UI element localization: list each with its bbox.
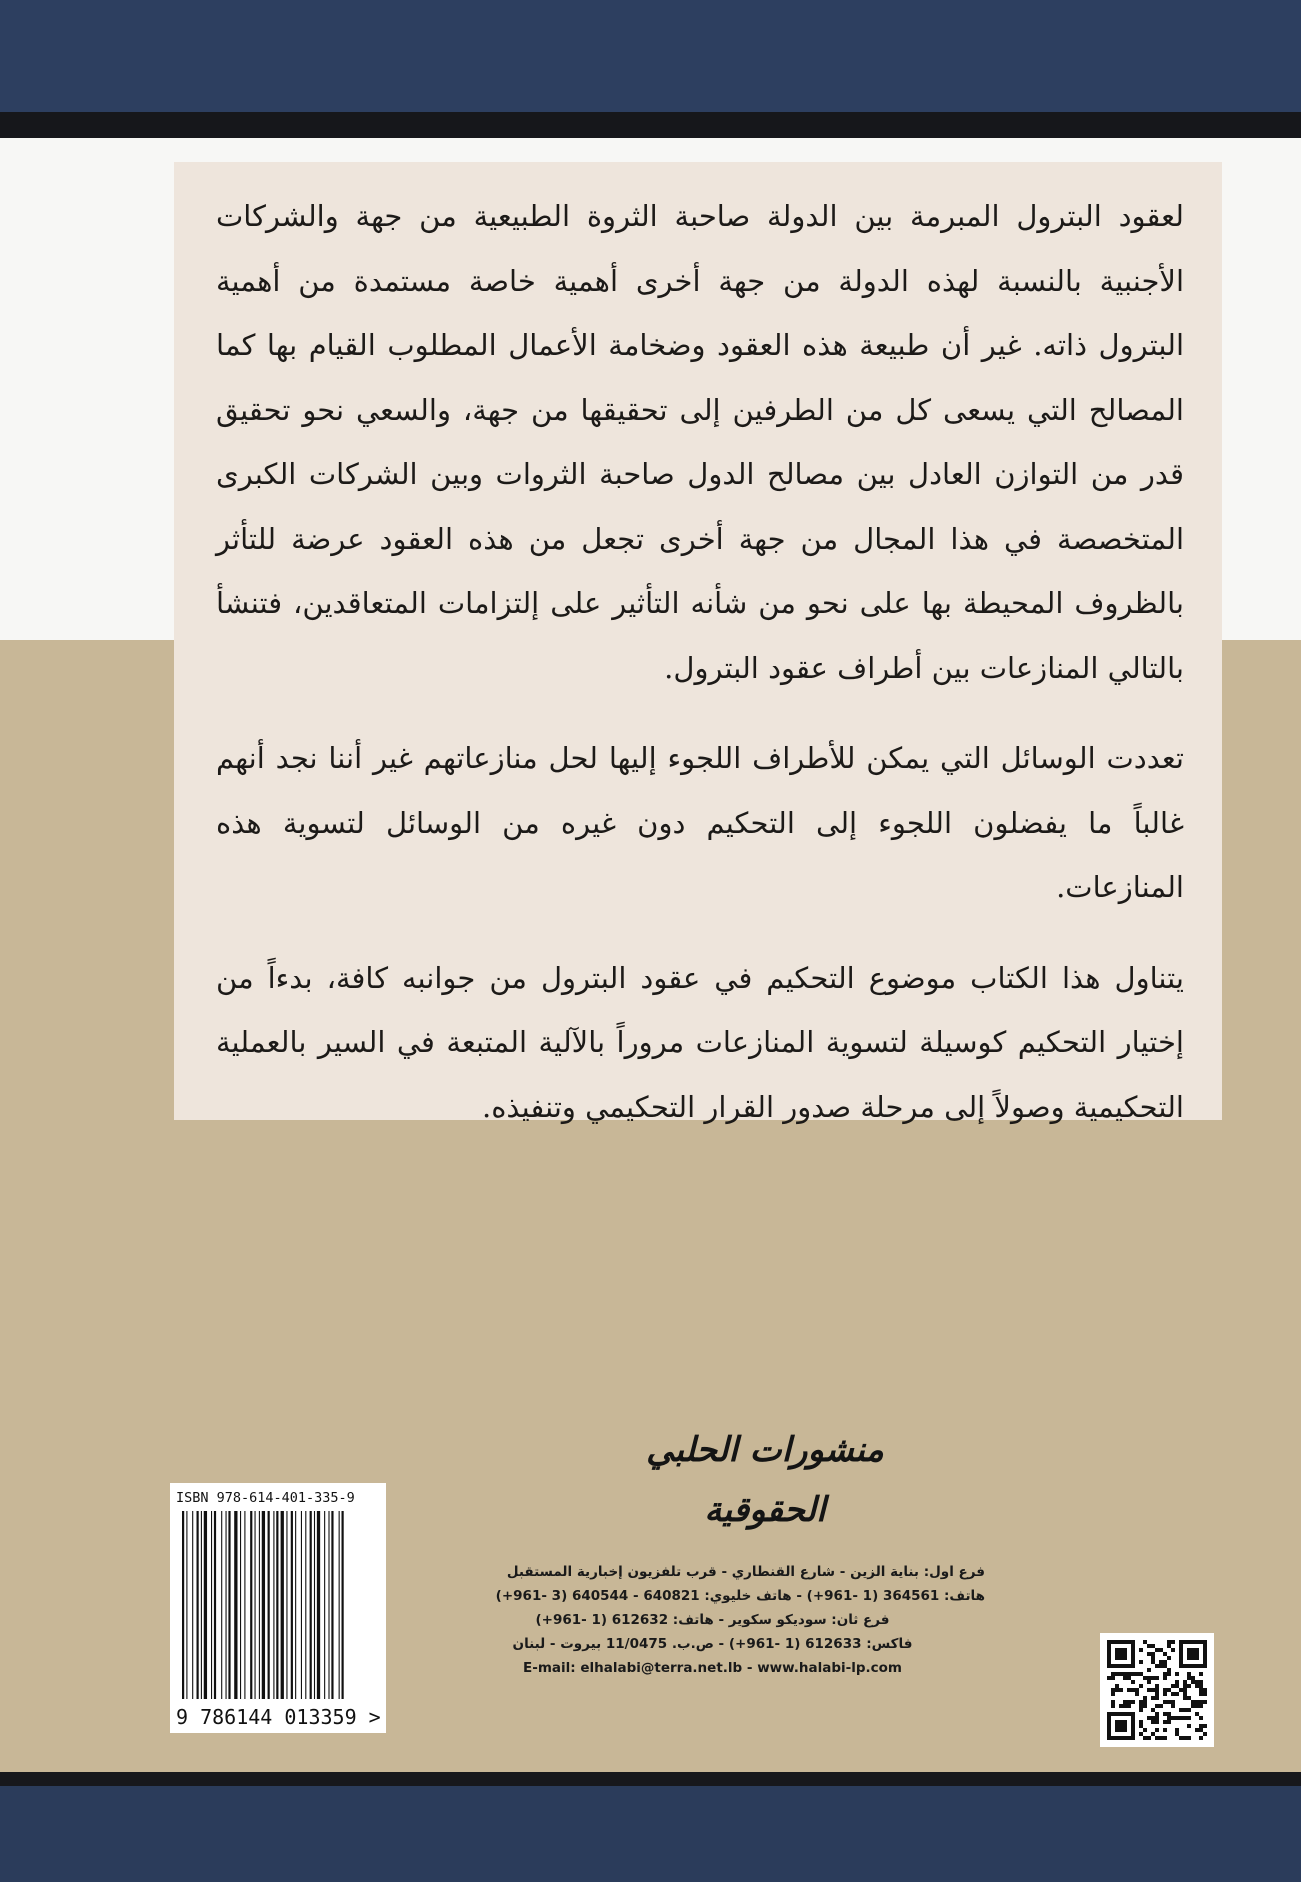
publisher-logo: منشورات الحلبي الحقوقية — [646, 1430, 884, 1530]
barcode — [170, 1483, 386, 1733]
bottom-navy-band — [0, 1786, 1301, 1882]
barcode-bars — [176, 1511, 376, 1703]
qr-code-icon — [1107, 1640, 1207, 1740]
blurb-paragraph-2: تعددت الوسائل التي يمكن للأطراف اللجوء إليها لحل منازعاتهم غير أننا نجد أنهم غالباً ما يفضلون اللجوء إلى التحكيم دون غيره من الوسائل لتسوية هذه المنازعات. — [216, 741, 1184, 904]
isbn-digits: 9 786144 013359 > — [176, 1705, 381, 1729]
publisher-contact — [440, 1560, 985, 1756]
contact-fax: فاكس: 612633 (1 -961+) - ص.ب. 11/0475 بيروت - لبنان — [512, 1636, 913, 1652]
isbn-label: ISBN 978-614-401-335-9 — [176, 1490, 355, 1506]
bottom-black-band — [0, 1772, 1301, 1786]
contact-branch-2: فرع ثان: سوديكو سكوير - هاتف: 612632 (1 -961+) — [535, 1612, 890, 1628]
contact-email-web: E-mail: elhalabi@terra.net.lb - www.halabi-lp.com — [523, 1660, 902, 1676]
blurb-panel — [174, 162, 1222, 1124]
contact-phones-1: هاتف: 364561 (1 -961+) - هاتف خليوي: 640821 - 640544 (3 -961+) — [495, 1588, 985, 1604]
top-black-band — [0, 112, 1301, 138]
blurb-paragraph-1: لعقود البترول المبرمة بين الدولة صاحبة الثروة الطبيعية من جهة والشركات الأجنبية بالنسبة لهذه الدولة من جهة أخرى أهمية خاصة مستمدة من أهمية البترول ذاته. غير أن طبيعة هذه العقود وضخامة الأعمال المطلوب القيام بها كما المصالح التي يسعى كل من الطرفين إلى تحقيقها من جهة، والسعي نحو تحقيق قدر من التوازن العادل بين مصالح الدول صاحبة الثروات وبين الشركات الكبرى المتخصصة في هذا المجال من جهة أخرى تجعل من هذه العقود عرضة للتأثر بالظروف المحيطة بها على نحو من شأنه التأثير على إلتزامات المتعاقدين، فتنشأ بالتالي المنازعات بين أطراف عقود البترول. — [216, 199, 1184, 685]
blurb-paragraph-3: يتناول هذا الكتاب موضوع التحكيم في عقود البترول من جوانبه كافة، بدءاً من إختيار التحكيم كوسيلة لتسوية المنازعات مروراً بالآلية المتبعة في السير بالعملية التحكيمية وصولاً إلى مرحلة صدور القرار التحكيمي وتنفيذه. — [216, 960, 1184, 1124]
contact-branch-1: فرع اول: بناية الزين - شارع القنطاري - قرب تلفزيون إخبارية المستقبل — [506, 1564, 985, 1580]
top-navy-band — [0, 0, 1301, 112]
qr-code — [1100, 1633, 1214, 1747]
